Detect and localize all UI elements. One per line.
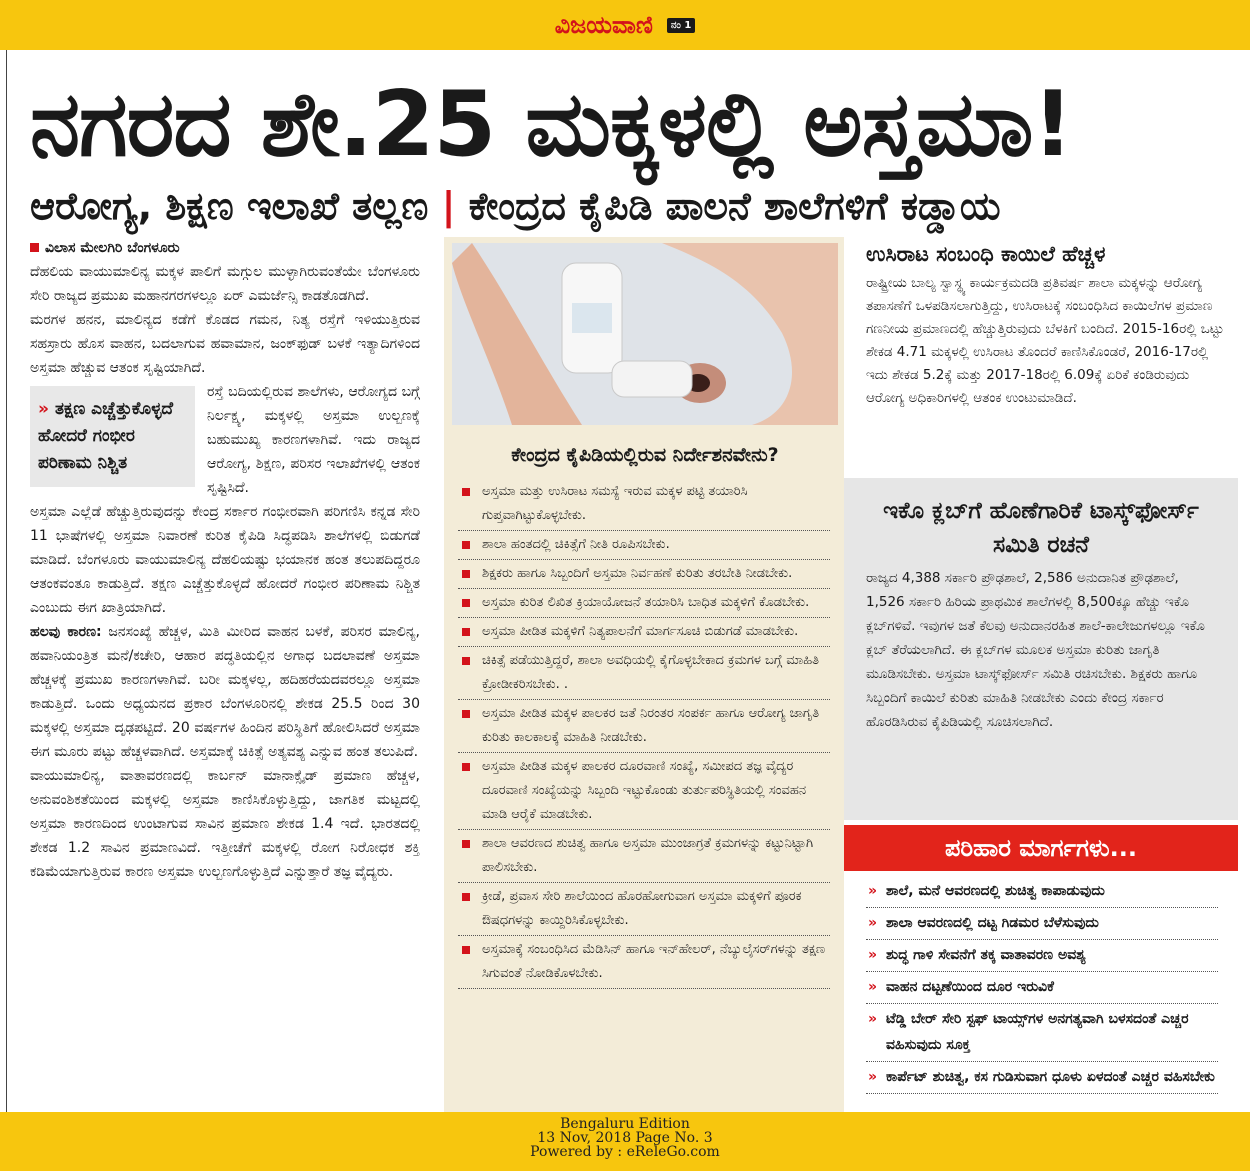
byline bbox=[30, 236, 420, 260]
guidelines-list bbox=[458, 478, 830, 989]
guideline-item: ಚಿಕಿತ್ಸೆ ಪಡೆಯುತ್ತಿದ್ದರೆ, ಶಾಲಾ ಅವಧಿಯಲ್ಲಿ ಕೈಗೊಳ್ಳಬೇಕಾದ ಕ್ರಮಗಳ ಬಗ್ಗೆ ಮಾಹಿತಿ ಕ್ರೋಡೀಕರಿಸಬೇಕು. . bbox=[458, 647, 830, 700]
remedies-list bbox=[866, 876, 1218, 1094]
headline: ನಗರದ ಶೇ.25 ಮಕ್ಕಳಲ್ಲಿ ಅಸ್ತಮಾ! bbox=[30, 72, 1073, 177]
guideline-item: ಶಿಕ್ಷಕರು ಹಾಗೂ ಸಿಬ್ಬಂದಿಗೆ ಅಸ್ತಮಾ ನಿರ್ವಹಣೆ ಕುರಿತು ತರಬೇತಿ ನೀಡಬೇಕು. bbox=[458, 560, 830, 589]
eco-club-title: ಇಕೊ ಕ್ಲಬ್‌ಗೆ ಹೊಣೆಗಾರಿಕೆ ಟಾಸ್ಕ್‌ಫೋರ್ಸ್ ಸಮಿತಿ ರಚನೆ bbox=[883, 498, 1199, 558]
guideline-item: ಶಾಲಾ ಆವರಣದ ಶುಚಿತ್ವ ಹಾಗೂ ಅಸ್ತಮಾ ಮುಂಜಾಗ್ರತೆ ಕ್ರಮಗಳನ್ನು ಕಟ್ಟುನಿಟ್ಟಾಗಿ ಪಾಲಿಸಬೇಕು. bbox=[458, 830, 830, 883]
footer-date: 13 Nov, 2018 Page No. 3 bbox=[537, 1130, 713, 1146]
paragraph-5-text: ಜನಸಂಖ್ಯೆ ಹೆಚ್ಚಳ, ಮಿತಿ ಮೀರಿದ ವಾಹನ ಬಳಕೆ, ಪರಿಸರ ಮಾಲಿನ್ಯ, ಹವಾನಿಯಂತ್ರಿತ ಮನೆ/ಕಚೇರಿ, ಆಹಾರ ಪದ್ಧತಿಯಲ್ಲಿನ ಅಗಾಧ ಬದಲಾವಣೆ ಅಸ್ತಮಾ ಹೆಚ್ಚಳಕ್ಕೆ ಪ್ರಮುಖ ಕಾರಣಗಳಾಗಿವೆ. ಬರೀ ಮಕ್ಕಳಲ್ಲ, ಹದಿಹರೆಯದವರಲ್ಲೂ ಅಸ್ತಮಾ ಕಾಡುತ್ತಿದೆ. ಒಂದು ಅಧ್ಯಯನದ ಪ್ರಕಾರ ಬೆಂಗಳೂರಿನಲ್ಲಿ ಶೇಕಡ 25.5 ರಿಂದ 30 ಮಕ್ಕಳಲ್ಲಿ ಅಸ್ತಮಾ ದೃಢಪಟ್ಟಿದೆ. 20 ವರ್ಷಗಳ ಹಿಂದಿನ ಪರಿಸ್ಥಿತಿಗೆ ಹೋಲಿಸಿದರೆ ಅಸ್ತಮಾ ಈಗ ಮೂರು ಪಟ್ಟು ಹೆಚ್ಚಳವಾಗಿದೆ. ಅಸ್ತಮಾಕ್ಕೆ ಚಿಕಿತ್ಸೆ ಅತ್ಯವಶ್ಯ ಎನ್ನುವ ಹಂತ ತಲುಪಿದೆ. bbox=[30, 624, 420, 760]
guideline-item: ಅಸ್ತಮಾ ಪೀಡಿತ ಮಕ್ಕಳ ಪಾಲಕರ ದೂರವಾಣಿ ಸಂಖ್ಯೆ, ಸಮೀಪದ ತಜ್ಞ ವೈದ್ಯರ ದೂರವಾಣಿ ಸಂಖ್ಯೆಯನ್ನು ಸಿಬ್ಬಂದಿ ಇಟ್ಟುಕೊಂಡು ತುರ್ತುಪರಿಸ್ಥಿತಿಯಲ್ಲಿ ಸಂವಹನ ಮಾಡಿ ಆರೈಕೆ ಮಾಡಬೇಕು. bbox=[458, 753, 830, 830]
pull-quote-text: ತಕ್ಷಣ ಎಚ್ಚೆತ್ತುಕೊಳ್ಳದೆ ಹೋದರೆ ಗಂಭೀರ ಪರಿಣಾಮ ನಿಶ್ಚಿತ bbox=[38, 399, 174, 473]
remedy-item: » ಶಾಲೆ, ಮನೆ ಆವರಣದಲ್ಲಿ ಶುಚಿತ್ವ ಕಾಪಾಡುವುದು bbox=[866, 876, 1218, 908]
subheadline-separator: | bbox=[441, 184, 456, 228]
remedy-item: » ಶುದ್ಧ ಗಾಳಿ ಸೇವನೆಗೆ ತಕ್ಕ ವಾತಾವರಣ ಅವಶ್ಯ bbox=[866, 940, 1218, 972]
footer-edition: Bengaluru Edition bbox=[560, 1116, 690, 1132]
pull-quote bbox=[30, 386, 195, 487]
remedy-item: » ಶಾಲಾ ಆವರಣದಲ್ಲಿ ದಟ್ಟ ಗಿಡಮರ ಬೆಳೆಸುವುದು bbox=[866, 908, 1218, 940]
paragraph-4: ಅಸ್ತಮಾ ಎಲ್ಲೆಡೆ ಹೆಚ್ಚುತ್ತಿರುವುದನ್ನು ಕೇಂದ್ರ ಸರ್ಕಾರ ಗಂಭೀರವಾಗಿ ಪರಿಗಣಿಸಿ ಕನ್ನಡ ಸೇರಿ 11 ಭಾಷೆಗಳಲ್ಲಿ ಅಸ್ತಮಾ ನಿವಾರಣೆ ಕುರಿತ ಕೈಪಿಡಿ ಸಿದ್ಧಪಡಿಸಿ ಶಾಲೆಗಳಲ್ಲಿ ಬಿಡುಗಡೆ ಮಾಡಿದೆ. ಬೆಂಗಳೂರು ವಾಯುಮಾಲಿನ್ಯ ದೆಹಲಿಯಷ್ಟು ಭಯಾನಕ ಹಂತ ತಲುಪದಿದ್ದರೂ ಆತಂಕವಂತೂ ಕಾಡುತ್ತಿದೆ. ತಕ್ಷಣ ಎಚ್ಚೆತ್ತುಕೊಳ್ಳದೆ ಹೋದರೆ ಗಂಭೀರ ಪರಿಣಾಮ ನಿಶ್ಚಿತ ಎಂಬುದು ಈಗ ಖಾತ್ರಿಯಾಗಿದೆ. bbox=[30, 504, 420, 616]
footer-powered[interactable]: Powered by : eReleGo.com bbox=[530, 1144, 720, 1160]
remedy-item: » ಕಾರ್ಪೆಟ್ ಶುಚಿತ್ವ, ಕಸ ಗುಡಿಸುವಾಗ ಧೂಳು ಏಳದಂತೆ ಎಚ್ಚರ ವಹಿಸಬೇಕು bbox=[866, 1062, 1218, 1094]
paragraph-2: ಮರಗಳ ಹನನ, ಮಾಲಿನ್ಯದ ಕಡೆಗೆ ಕೊಡದ ಗಮನ, ನಿತ್ಯ ರಸ್ತೆಗೆ ಇಳಿಯುತ್ತಿರುವ ಸಹಸ್ರಾರು ಹೊಸ ವಾಹನ, ಬದಲಾಗುವ ಹವಾಮಾನ, ಜಂಕ್‌ಫುಡ್ ಬಳಕೆ ಇತ್ಯಾದಿಗಳಿಂದ ಅಸ್ತಮಾ ಹೆಚ್ಚುವ ಆತಂಕ ಸೃಷ್ಟಿಯಾಗಿದೆ. bbox=[30, 312, 420, 376]
paragraph-6: ವಾಯುಮಾಲಿನ್ಯ, ವಾತಾವರಣದಲ್ಲಿ ಕಾರ್ಬನ್ ಮಾನಾಕ್ಸೈಡ್ ಪ್ರಮಾಣ ಹೆಚ್ಚಳ, ಅನುವಂಶಿಕತೆಯಿಂದ ಮಕ್ಕಳಲ್ಲಿ ಅಸ್ತಮಾ ಕಾಣಿಸಿಕೊಳ್ಳುತ್ತಿದ್ದು, ಜಾಗತಿಕ ಮಟ್ಟದಲ್ಲಿ ಅಸ್ತಮಾ ಕಾರಣದಿಂದ ಉಂಟಾಗುವ ಸಾವಿನ ಪ್ರಮಾಣ ಶೇಕಡ 1.4 ಇದೆ. ಭಾರತದಲ್ಲಿ ಶೇಕಡ 1.2 ಸಾವಿನ ಪ್ರಮಾಣವಿದೆ. ಇತ್ತೀಚೆಗೆ ಮಕ್ಕಳಲ್ಲಿ ರೋಗ ನಿರೋಧಕ ಶಕ್ತಿ ಕಡಿಮೆಯಾಗುತ್ತಿರುವ ಕಾರಣ ಅಸ್ತಮಾ ಉಲ್ಬಣಗೊಳ್ಳುತ್ತಿದೆ ಎನ್ನುತ್ತಾರೆ ತಜ್ಞ ವೈದ್ಯರು. bbox=[30, 768, 420, 880]
byline-text: ವಿಲಾಸ ಮೇಲಗಿರಿ ಬೆಂಗಳೂರು bbox=[45, 240, 180, 256]
remedies-title: ಪರಿಹಾರ ಮಾರ್ಗಗಳು... bbox=[844, 825, 1238, 871]
byline-square-icon bbox=[30, 243, 39, 252]
left-margin-rule bbox=[6, 50, 7, 1112]
paragraph-1: ದೆಹಲಿಯ ವಾಯುಮಾಲಿನ್ಯ ಮಕ್ಕಳ ಪಾಲಿಗೆ ಮಗ್ಗುಲ ಮುಳ್ಳಾಗಿರುವಂತೆಯೇ ಬೆಂಗಳೂರು ಸೇರಿ ರಾಜ್ಯದ ಪ್ರಮುಖ ಮಹಾನಗರಗಳಲ್ಲೂ ಏರ್ ಎಮರ್ಜೆನ್ಸಿ ಕಾಡತೊಡಗಿದೆ. bbox=[30, 264, 420, 304]
inhaler-illustration bbox=[452, 243, 838, 425]
eco-club-text: ರಾಜ್ಯದ 4,388 ಸರ್ಕಾರಿ ಪ್ರೌಢಶಾಲೆ, 2,586 ಅನುದಾನಿತ ಪ್ರೌಢಶಾಲೆ, 1,526 ಸರ್ಕಾರಿ ಹಿರಿಯ ಪ್ರಾಥಮಿಕ ಶಾಲೆಗಳಲ್ಲಿ 8,500ಕ್ಕೂ ಹೆಚ್ಚು ಇಕೊ ಕ್ಲಬ್‌ಗಳಿವೆ. ಇವುಗಳ ಜತೆ ಕೆಲವು ಅನುದಾನರಹಿತ ಶಾಲೆ-ಕಾಲೇಜುಗಳಲ್ಲೂ ಇಕೊ ಕ್ಲಬ್ ತೆರೆಯಲಾಗಿದೆ. ಈ ಕ್ಲಬ್‌ಗಳ ಮೂಲಕ ಅಸ್ತಮಾ ಕುರಿತು ಜಾಗೃತಿ ಮೂಡಿಸಬೇಕು. ಅಸ್ತಮಾ ಟಾಸ್ಕ್‌ಫೋರ್ಸ್ ಸಮಿತಿ ರಚಿಸಬೇಕು. ಶಿಕ್ಷಕರು ಹಾಗೂ ಸಿಬ್ಬಂದಿಗೆ ಕಾಯಿಲೆ ಕುರಿತು ಮಾಹಿತಿ ನೀಡಬೇಕು ಎಂದು ಕೇಂದ್ರ ಸರ್ಕಾರ ಹೊರಡಿಸಿರುವ ಕೈಪಿಡಿಯಲ್ಲಿ ಸೂಚಿಸಲಾಗಿದೆ. bbox=[866, 570, 1205, 730]
masthead-title: ವಿಜಯವಾಣಿ bbox=[554, 11, 653, 39]
remedy-item: » ಟೆಡ್ಡಿ ಬೇರ್ ಸೇರಿ ಸ್ಟಫ್ ಟಾಯ್ಸ್‌ಗಳ ಅನಗತ್ಯವಾಗಿ ಬಳಸದಂತೆ ಎಚ್ಚರ ವಹಿಸುವುದು ಸೂಕ್ತ bbox=[866, 1004, 1218, 1062]
paragraph-5-lead: ಹಲವು ಕಾರಣ: bbox=[30, 624, 102, 640]
paragraph-5 bbox=[30, 620, 420, 764]
subheadline bbox=[30, 180, 1245, 232]
subheadline-left: ಆರೋಗ್ಯ, ಶಿಕ್ಷಣ ಇಲಾಖೆ ತಲ್ಲಣ bbox=[30, 184, 429, 228]
respiratory-title: ಉಸಿರಾಟ ಸಂಬಂಧಿ ಕಾಯಿಲೆ ಹೆಚ್ಚಳ bbox=[866, 242, 1106, 266]
masthead-badge: ನಂ 1 bbox=[667, 18, 695, 33]
guidelines-title: ಕೇಂದ್ರದ ಕೈಪಿಡಿಯಲ್ಲಿರುವ ನಿರ್ದೇಶನವೇನು? bbox=[511, 444, 779, 466]
guideline-item: ಅಸ್ತಮಾ ಕುರಿತ ಲಿಖಿತ ಕ್ರಿಯಾಯೋಜನೆ ತಯಾರಿಸಿ ಬಾಧಿತ ಮಕ್ಕಳಿಗೆ ಕೊಡಬೇಕು. bbox=[458, 589, 830, 618]
guideline-item: ಕ್ರೀಡೆ, ಪ್ರವಾಸ ಸೇರಿ ಶಾಲೆಯಿಂದ ಹೊರಹೋಗುವಾಗ ಅಸ್ತಮಾ ಮಕ್ಕಳಿಗೆ ಪೂರಕ ಔಷಧಗಳನ್ನು ಕಾಯ್ದಿರಿಸಿಕೊಳ್ಳಬೇಕು. bbox=[458, 883, 830, 936]
footer bbox=[0, 1117, 1250, 1159]
chevron-icon: » bbox=[38, 399, 49, 419]
respiratory-text bbox=[866, 272, 1231, 410]
inhaler-photo bbox=[452, 243, 838, 425]
guideline-item: ಅಸ್ತಮಾಕ್ಕೆ ಸಂಬಂಧಿಸಿದ ಮೆಡಿಸಿನ್ ಹಾಗೂ ಇನ್‌ಹೇಲರ್, ನೆಬ್ಯುಲೈಸರ್‌ಗಳನ್ನು ತಕ್ಷಣ ಸಿಗುವಂತೆ ನೋಡಿಕೊಳಬೇಕು. bbox=[458, 936, 830, 989]
guideline-item: ಅಸ್ತಮಾ ಪೀಡಿತ ಮಕ್ಕಳಿಗೆ ನಿತ್ಯಪಾಲನೆಗೆ ಮಾರ್ಗಸೂಚಿ ಬಿಡುಗಡೆ ಮಾಡಬೇಕು. bbox=[458, 618, 830, 647]
subheadline-right: ಕೇಂದ್ರದ ಕೈಪಿಡಿ ಪಾಲನೆ ಶಾಲೆಗಳಿಗೆ ಕಡ್ಡಾಯ bbox=[468, 184, 1001, 228]
guideline-item: ಅಸ್ತಮಾ ಮತ್ತು ಉಸಿರಾಟ ಸಮಸ್ಯೆ ಇರುವ ಮಕ್ಕಳ ಪಟ್ಟಿ ತಯಾರಿಸಿ ಗುಪ್ತವಾಗಿಟ್ಟುಕೊಳ್ಳಬೇಕು. bbox=[458, 478, 830, 531]
respiratory-paragraph: ರಾಷ್ಟ್ರೀಯ ಬಾಲ್ಯ ಸ್ವಾಸ್ಥ್ಯ ಕಾರ್ಯಕ್ರಮದಡಿ ಪ್ರತಿವರ್ಷ ಶಾಲಾ ಮಕ್ಕಳನ್ನು ಆರೋಗ್ಯ ತಪಾಸಣೆಗೆ ಒಳಪಡಿಸಲಾಗುತ್ತಿದ್ದು, ಉಸಿರಾಟಕ್ಕೆ ಸಂಬಂಧಿಸಿದ ಕಾಯಿಲೆಗಳ ಪ್ರಮಾಣ ಗಣನೀಯ ಪ್ರಮಾಣದಲ್ಲಿ ಹೆಚ್ಚುತ್ತಿರುವುದು ಬೆಳಕಿಗೆ ಬಂದಿದೆ. 2015-16ರಲ್ಲಿ ಒಟ್ಟು ಶೇಕಡ 4.71 ಮಕ್ಕಳಲ್ಲಿ ಉಸಿರಾಟ ತೊಂದರೆ ಕಾಣಿಸಿಕೊಂಡರೆ, 2016-17ರಲ್ಲಿ ಇದು ಶೇಕಡ 5.2ಕ್ಕೆ ಮತ್ತು 2017-18ರಲ್ಲಿ 6.09ಕ್ಕೆ ಏರಿಕೆ ಕಂಡಿರುವುದು ಆರೋಗ್ಯ ಅಧಿಕಾರಿಗಳಲ್ಲಿ ಆತಂಕ ಉಂಟುಮಾಡಿದೆ. bbox=[866, 275, 1224, 406]
remedy-item: » ವಾಹನ ದಟ್ಟಣೆಯಿಂದ ದೂರ ಇರುವಿಕೆ bbox=[866, 972, 1218, 1004]
left-column bbox=[30, 236, 420, 884]
guideline-item: ಅಸ್ತಮಾ ಪೀಡಿತ ಮಕ್ಕಳ ಪಾಲಕರ ಜತೆ ನಿರಂತರ ಸಂಪರ್ಕ ಹಾಗೂ ಆರೋಗ್ಯ ಜಾಗೃತಿ ಕುರಿತು ಕಾಲಕಾಲಕ್ಕೆ ಮಾಹಿತಿ ನೀಡಬೇಕು. bbox=[458, 700, 830, 753]
guideline-item: ಶಾಲಾ ಹಂತದಲ್ಲಿ ಚಿಕಿತ್ಸೆಗೆ ನೀತಿ ರೂಪಿಸಬೇಕು. bbox=[458, 531, 830, 560]
masthead-bar bbox=[0, 0, 1250, 50]
paragraph-3: ರಸ್ತೆ ಬದಿಯಲ್ಲಿರುವ ಶಾಲೆಗಳು, ಆರೋಗ್ಯದ ಬಗ್ಗೆ ನಿರ್ಲಕ್ಷ್ಯ, ಮಕ್ಕಳಲ್ಲಿ ಅಸ್ತಮಾ ಉಲ್ಬಣಕ್ಕೆ ಬಹುಮುಖ್ಯ ಕಾರಣಗಳಾಗಿವೆ. ಇದು ರಾಜ್ಯದ ಆರೋಗ್ಯ, ಶಿಕ್ಷಣ, ಪರಿಸರ ಇಲಾಖೆಗಳಲ್ಲಿ ಆತಂಕ ಸೃಷ್ಟಿಸಿದೆ. bbox=[207, 384, 420, 496]
